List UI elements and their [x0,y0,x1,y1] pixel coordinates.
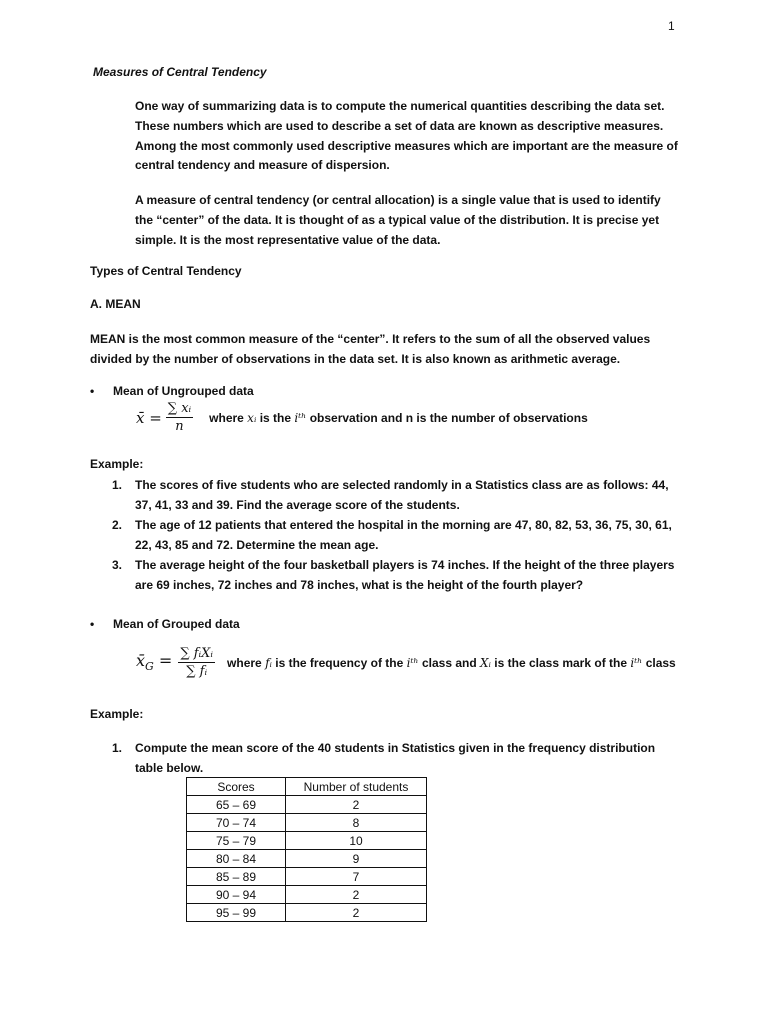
para1-term: descriptive measures [537,118,660,133]
table-row [187,796,427,814]
note-ith: iᵗʰ [406,655,419,670]
cell-count: 7 [286,868,427,886]
note-class: class [642,655,676,670]
list-item [112,555,682,595]
list-item [112,475,682,515]
paragraph-descriptive-measures [90,97,680,176]
grouped-lhs-symbol: x̄ [136,651,146,671]
types-heading: Types of Central Tendency [90,264,242,278]
list-number: 3. [112,558,123,572]
list-text: The scores of five students who are selected randomly in a Statistics class are as follows: 44, 37, 41, 33 and 39. Find the average score of the students. [135,478,669,512]
example2-list [112,738,682,778]
cell-count: 8 [286,814,427,832]
note-is-the: is the [256,410,295,425]
list-text: The age of 12 patients that entered the hospital in the morning are 47, 80, 82, 53, 36, 75, 30, 61, 22, 43, 85 and 72. Determine the mean age. [135,518,672,552]
note-ith: iᵗʰ [630,655,643,670]
page-number: 1 [668,19,675,33]
grouped-formula [136,646,676,679]
grouped-note [227,656,676,670]
mean-paragraph [90,330,680,370]
note-is-mark: is the class mark of the [490,655,631,670]
ungrouped-note [209,411,588,425]
cell-count: 2 [286,886,427,904]
para1-text-a: One way of summarizing data is to compute the numerical quantities describing the data set. These numbers which are used to describe a set of data are known as [135,99,665,133]
frequency-table [186,777,427,922]
list-text: Compute the mean score of the 40 students in Statistics given in the frequency distribution table below. [135,741,656,775]
table-row [187,904,427,922]
bullet-grouped [90,617,240,631]
cell-score: 80 – 84 [187,850,286,868]
table-row [187,814,427,832]
para2-text: is a single value that is used to identify the “center” of the data. It is thought of as a typical value of the distribution. It is precise yet simple. It is the most representative value of the data. [135,193,661,247]
cell-count: 2 [286,796,427,814]
document-title: Measures of Central Tendency [93,65,267,79]
note-ith: iᵗʰ [294,410,307,425]
table-row [187,868,427,886]
para1-text-c: . Among the most commonly used descriptive measures which are important are the measure of central tendency and measure of dispersion. [135,118,678,173]
para2-term: A measure of central tendency (or central allocation) [135,193,435,207]
table-row [187,886,427,904]
cell-score: 65 – 69 [187,796,286,814]
note-fi: fᵢ [265,655,272,670]
cell-score: 90 – 94 [187,886,286,904]
cell-score: 75 – 79 [187,832,286,850]
cell-score: 70 – 74 [187,814,286,832]
list-number: 2. [112,518,123,532]
ungrouped-label: Mean of Ungrouped data [113,384,254,398]
cell-score: 95 – 99 [187,904,286,922]
note-is-freq: is the frequency of the [271,655,407,670]
grouped-eq: = [153,651,173,671]
note-xi: xᵢ [247,410,257,425]
ungrouped-lhs: x̄ = [136,408,162,427]
ungrouped-fraction [166,401,193,434]
example1-label: Example: [90,457,144,471]
grouped-label: Mean of Grouped data [113,617,240,631]
note-Xi: Xᵢ [480,655,491,670]
list-item [112,738,682,778]
bullet-dot: • [90,617,95,631]
list-number: 1. [112,478,123,492]
note-rest: observation and n is the number of observations [306,410,588,425]
cell-count: 2 [286,904,427,922]
header-scores: Scores [187,778,286,796]
cell-score: 85 – 89 [187,868,286,886]
list-number: 1. [112,741,123,755]
table-row [187,850,427,868]
ungrouped-numerator: ∑ xᵢ [167,401,192,416]
note-class-and: class and [418,655,480,670]
grouped-numerator: ∑ fᵢXᵢ [180,646,214,661]
table-row [187,832,427,850]
grouped-fraction [178,646,215,679]
list-item [112,515,682,555]
example1-list [112,475,682,595]
grouped-lhs [136,651,172,673]
grouped-denominator: ∑ fᵢ [186,664,208,679]
note-where: where [227,655,266,670]
example2-label: Example: [90,707,144,721]
header-number-of-students: Number of students [286,778,427,796]
cell-count: 10 [286,832,427,850]
ungrouped-denominator: n [175,419,184,434]
paragraph-central-tendency [90,191,680,250]
mean-text: is the most common measure of the “center”. It refers to the sum of all the observed values divided by the number of observations in the data set. It is also known as arithmetic average. [90,332,651,366]
bullet-ungrouped [90,384,254,398]
cell-count: 9 [286,850,427,868]
grouped-lhs-sub: G [145,660,154,674]
section-a-heading: A. MEAN [90,297,141,311]
ungrouped-formula [136,401,588,434]
list-text: The average height of the four basketball players is 74 inches. If the height of the three players are 69 inches, 72 inches and 78 inches, what is the height of the fourth player? [135,558,675,592]
frequency-table-wrapper [186,777,427,922]
note-where: where [209,410,248,425]
bullet-dot: • [90,384,95,398]
mean-term: MEAN [90,332,126,346]
table-header-row [187,778,427,796]
